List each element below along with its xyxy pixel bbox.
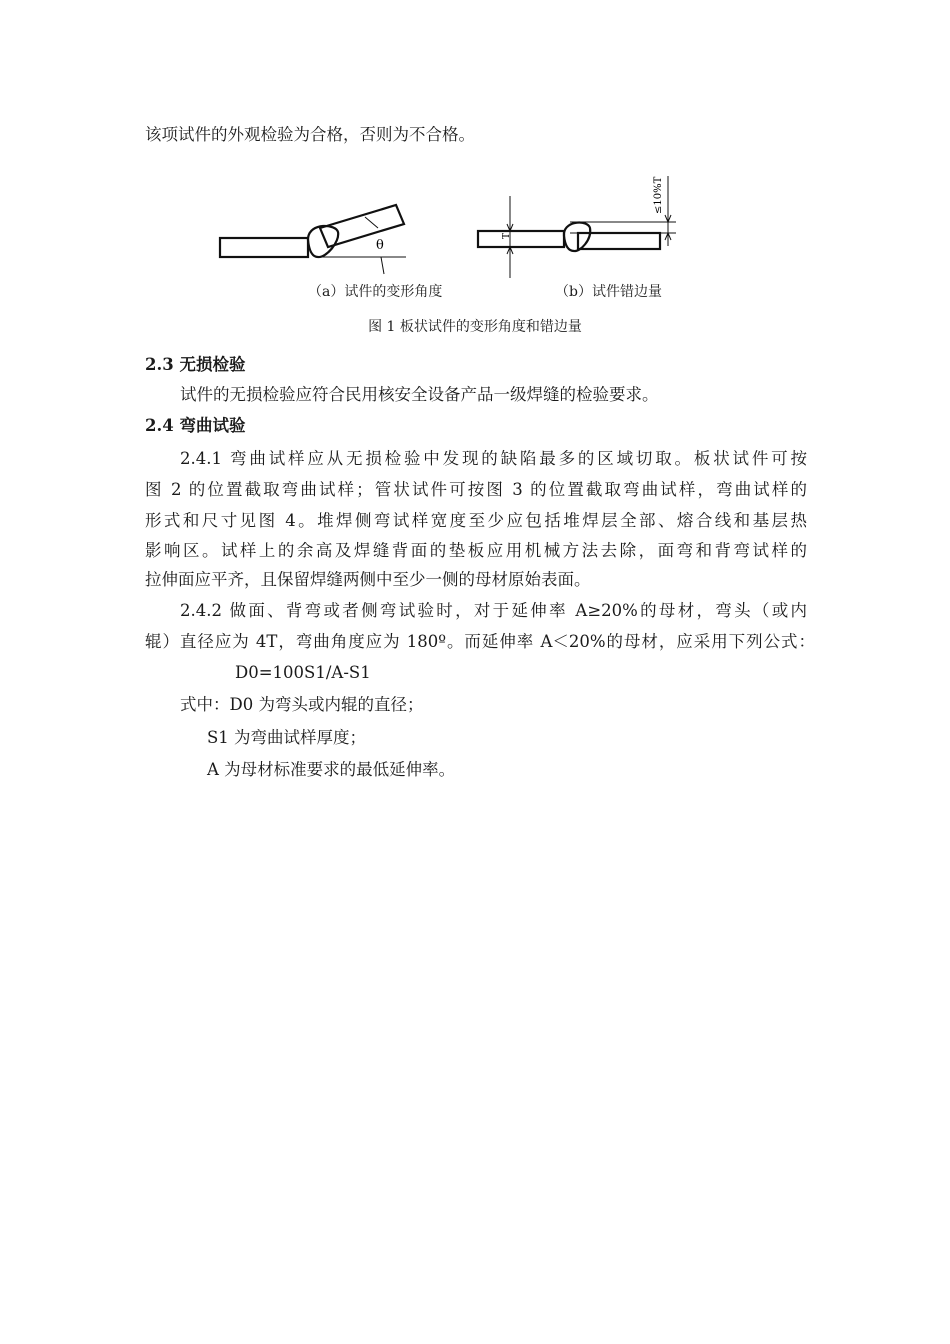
intro-line: 该项试件的外观检验为合格，否则为不合格。 [145,125,475,144]
section-heading-2-4: 2.4 弯曲试验 [145,416,246,435]
paragraph-2-4-1-line-5: 拉伸面应平齐，且保留焊缝两侧中至少一侧的母材原始表面。 [145,570,591,589]
caption-a: （a）试件的变形角度 [308,284,443,300]
section-2-3-text: 试件的无损检验应符合民用核安全设备产品一级焊缝的检验要求。 [180,385,659,404]
theta-label: θ [376,238,384,253]
thickness-label: T [502,232,512,239]
figure-title: 图 1 板状试件的变形角度和错边量 [368,319,582,335]
formula-where-1: 式中：D0 为弯头或内辊的直径； [180,695,424,714]
paragraph-2-4-1-line-1: 2.4.1 弯曲试样应从无损检验中发现的缺陷最多的区域切取。板状试件可按 [180,449,807,468]
figure-1 [210,170,690,305]
formula: D0=100S1/A-S1 [235,663,371,682]
paragraph-2-4-1-line-4: 影响区。试样上的余高及焊缝背面的垫板应用机械方法去除，面弯和背弯试样的 [145,541,807,560]
caption-b: （b）试件错边量 [555,284,662,300]
section-heading-2-3: 2.3 无损检验 [145,355,246,374]
tolerance-label: ≤10%T [653,176,664,214]
paragraph-2-4-2-line-2: 辊）直径应为 4T，弯曲角度应为 180º。而延伸率 A＜20%的母材，应采用下列公式： [145,632,815,651]
paragraph-2-4-2-line-1: 2.4.2 做面、背弯或者侧弯试验时，对于延伸率 A≥20%的母材，弯头（或内 [180,601,807,620]
paragraph-2-4-1-line-3: 形式和尺寸见图 4。堆焊侧弯试样宽度至少应包括堆焊层全部、熔合线和基层热 [145,511,807,530]
figure-b-dimension-lines [507,176,676,278]
formula-where-3: A 为母材标准要求的最低延伸率。 [207,760,456,779]
paragraph-2-4-1-line-2: 图 2 的位置截取弯曲试样；管状试件可按图 3 的位置截取弯曲试样，弯曲试样的 [145,480,807,499]
formula-where-2: S1 为弯曲试样厚度； [207,728,367,747]
